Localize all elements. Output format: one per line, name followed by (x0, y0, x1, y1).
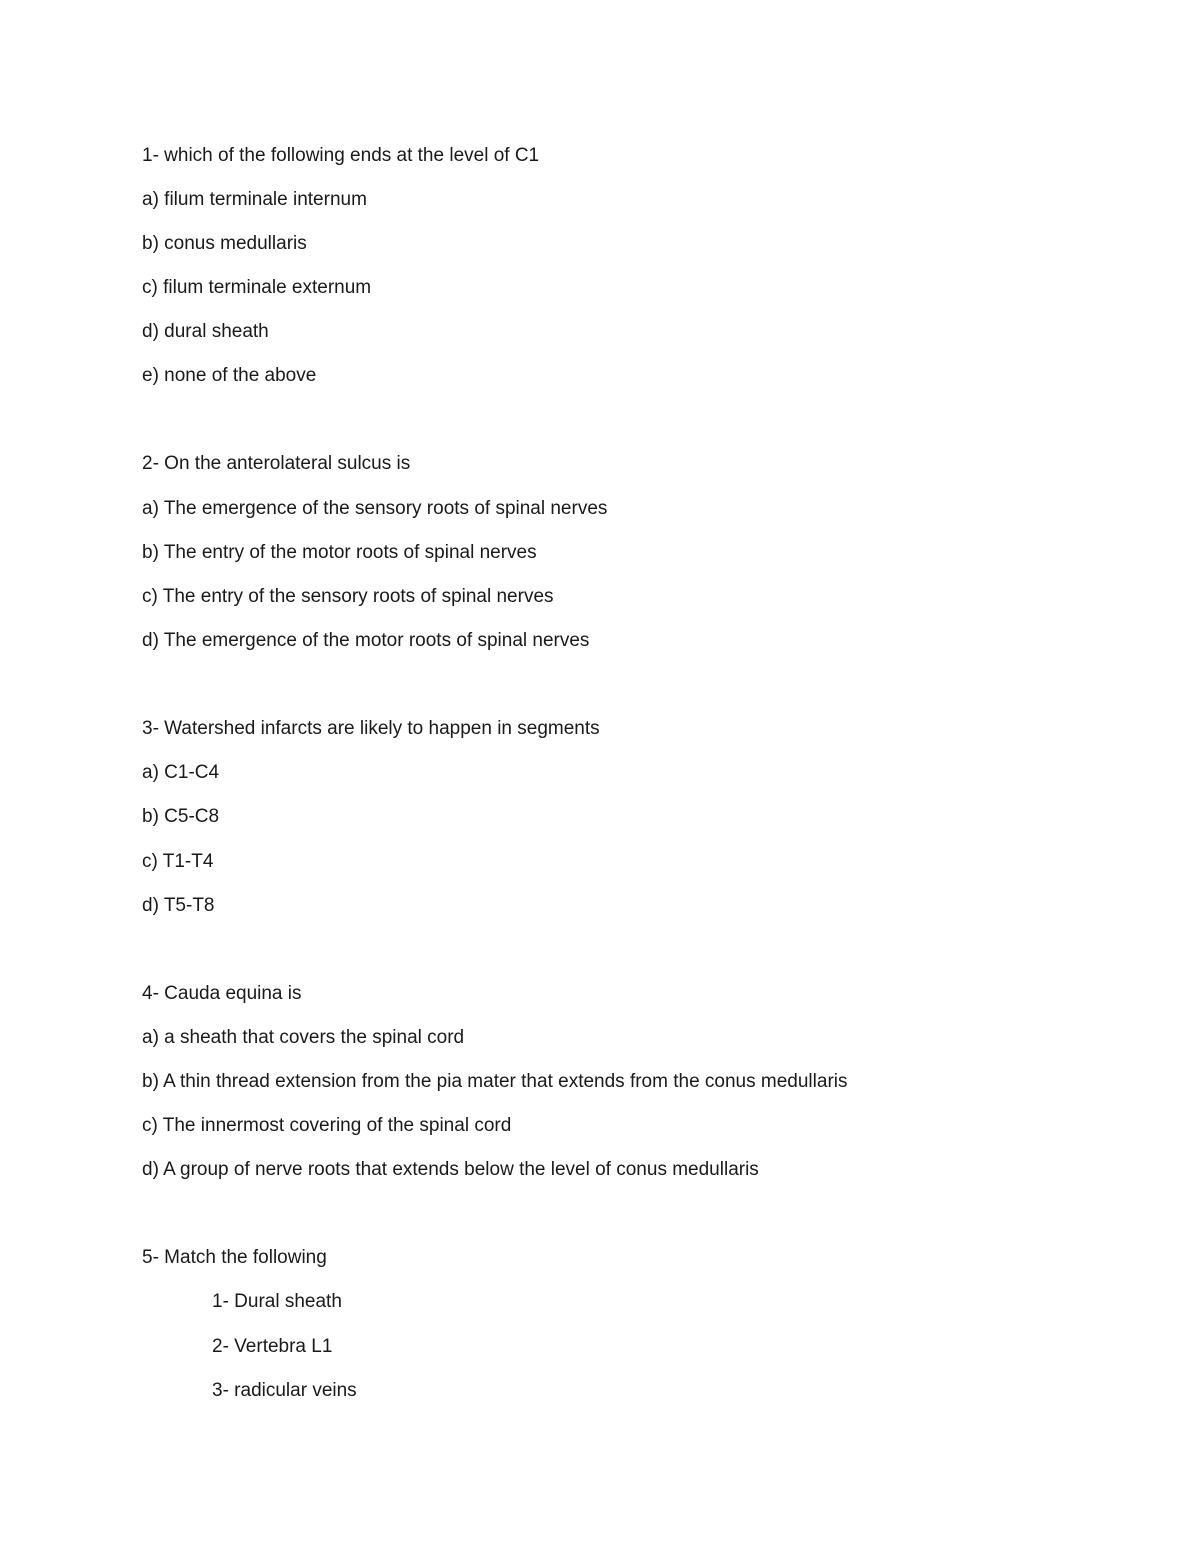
question-3-option-d: d) T5-T8 (142, 895, 215, 916)
question-2-option-c: c) The entry of the sensory roots of spinal nerves (142, 586, 554, 607)
question-1-option-d: d) dural sheath (142, 321, 269, 342)
question-2-option-a: a) The emergence of the sensory roots of spinal nerves (142, 498, 608, 519)
question-2-option-d: d) The emergence of the motor roots of spinal nerves (142, 630, 590, 651)
question-3-option-b: b) C5-C8 (142, 806, 220, 827)
question-4-option-d: d) A group of nerve roots that extends below the level of conus medullaris (142, 1159, 759, 1180)
question-2-text: 2- On the anterolateral sulcus is (142, 453, 411, 474)
question-3-option-c: c) T1-T4 (142, 851, 214, 872)
question-5-item-3: 3- radicular veins (212, 1380, 357, 1401)
question-1-option-b: b) conus medullaris (142, 233, 307, 254)
question-5-text: 5- Match the following (142, 1247, 327, 1268)
question-1-option-c: c) filum terminale externum (142, 277, 372, 298)
question-5-item-2: 2- Vertebra L1 (212, 1336, 333, 1357)
question-1-option-e: e) none of the above (142, 365, 317, 386)
question-1-text: 1- which of the following ends at the level of C1 (142, 145, 540, 166)
question-4-text: 4- Cauda equina is (142, 983, 302, 1004)
question-1-option-a: a) filum terminale internum (142, 189, 367, 210)
question-3-text: 3- Watershed infarcts are likely to happen in segments (142, 718, 600, 739)
question-4-option-b: b) A thin thread extension from the pia mater that extends from the conus medullaris (142, 1071, 848, 1092)
question-4-option-a: a) a sheath that covers the spinal cord (142, 1027, 465, 1048)
question-4-option-c: c) The innermost covering of the spinal cord (142, 1115, 512, 1136)
question-5-item-1: 1- Dural sheath (212, 1291, 342, 1312)
question-2-option-b: b) The entry of the motor roots of spinal nerves (142, 542, 537, 563)
question-3-option-a: a) C1-C4 (142, 762, 220, 783)
